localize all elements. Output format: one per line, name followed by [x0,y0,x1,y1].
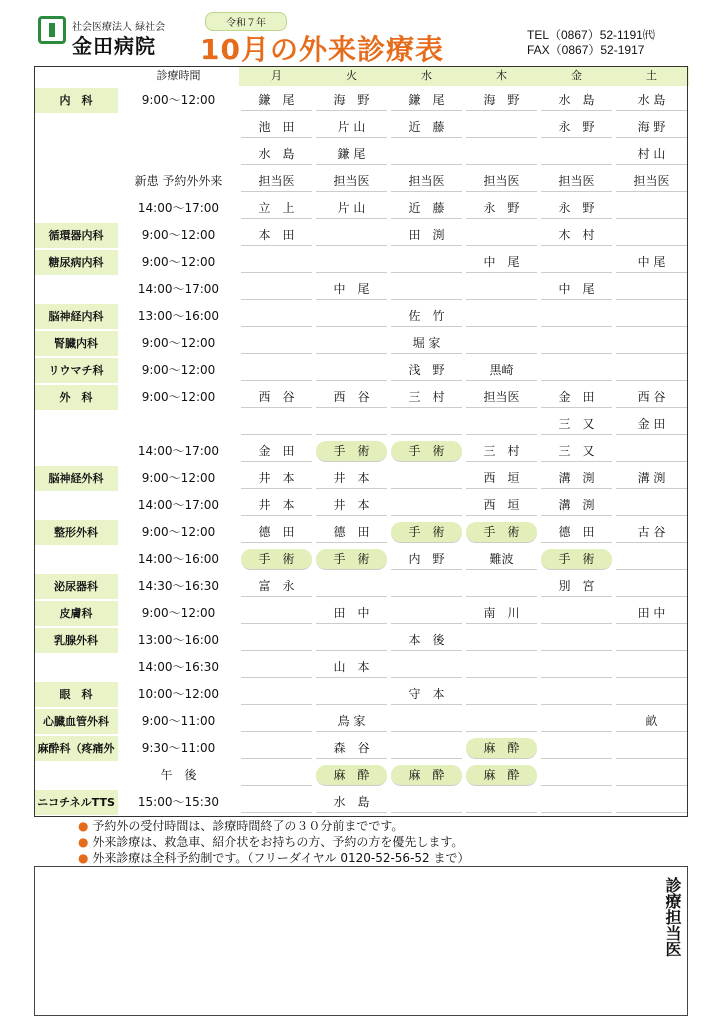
dept-label: 皮膚科 [34,601,118,626]
time-header: 診療時間 [156,69,201,82]
doctor-cell: 水 島 [541,90,612,111]
doctor-cell: 井 本 [316,495,387,516]
doctor-cell: 村 山 [616,144,687,165]
doctor-cell: 金 田 [241,441,312,462]
day-header: 水 [389,66,464,86]
doctor-cell: 担当医 [391,171,462,192]
doctor-cell: 中 尾 [616,252,687,273]
doctor-cell: 永 野 [466,198,537,219]
doctor-cell: 古 谷 [616,522,687,543]
doctor-cell: 三 村 [391,387,462,408]
doctor-cell: 西 谷 [616,387,687,408]
doctor-cell: 浅 野 [391,360,462,381]
page-title: 10月の外来診療表 [200,33,444,66]
doctor-cell: 中 尾 [541,279,612,300]
doctor-cell: 井 本 [316,468,387,489]
doctor-cell: 中 尾 [466,252,537,273]
day-header: 土 [614,66,689,86]
time-cell: 新患 予約外外来 [134,174,223,188]
dept-label: 脳神経内科 [34,304,118,329]
time-cell: 14:00〜17:00 [137,282,220,296]
time-cell: 9:00〜12:00 [141,471,216,485]
doctor-cell: 西 谷 [316,387,387,408]
doctor-cell: 麻 酔 [316,765,387,786]
org-name: 社会医療法人 緑社会 [72,22,166,33]
doctor-cell: 德 田 [241,522,312,543]
doctor-cell: 水 島 [316,792,387,813]
dept-label: 麻酔科（疼痛外 [34,736,118,761]
dept-label: 乳腺外科 [34,628,118,653]
doctor-cell: 畝 [616,711,687,732]
doctor-cell: 池 田 [241,117,312,138]
doctor-cell: 金 田 [541,387,612,408]
time-cell: 10:00〜12:00 [137,687,220,701]
doctor-cell: 手 術 [391,522,462,543]
doctor-cell: 担当医 [541,171,612,192]
doctor-cell: 水 島 [241,144,312,165]
doctor-cell: 山 本 [316,657,387,678]
time-cell: 9:00〜12:00 [141,336,216,350]
era-label: 令和７年 [205,12,287,31]
doctor-cell: 担当医 [466,171,537,192]
header [0,0,724,66]
table-border [34,66,688,817]
doctor-cell: 担当医 [241,171,312,192]
time-cell: 13:00〜16:00 [137,309,220,323]
doctor-cell: 西 垣 [466,495,537,516]
doctor-cell: 鎌 尾 [241,90,312,111]
dept-label: 腎臓内科 [34,331,118,356]
doctor-cell: 井 本 [241,495,312,516]
doctor-cell: 溝 渕 [541,468,612,489]
time-cell: 9:00〜12:00 [141,390,216,404]
time-cell: 14:00〜17:00 [137,498,220,512]
dept-label: 脳神経外科 [34,466,118,491]
dept-label: リウマチ科 [34,358,118,383]
time-cell: 午 後 [160,768,197,782]
doctor-cell: 永 野 [541,117,612,138]
doctor-cell: 海 野 [316,90,387,111]
doctor-cell: 金 田 [616,414,687,435]
doctor-cell: 南 川 [466,603,537,624]
dept-label: 整形外科 [34,520,118,545]
doctor-cell: 立 上 [241,198,312,219]
dept-label: 循環器内科 [34,223,118,248]
contact: TEL（0867）52-1191㈹ FAX（0867）52-1917 [527,28,655,57]
time-cell: 9:00〜12:00 [141,93,216,107]
doctor-cell: 德 田 [316,522,387,543]
doctor-cell: 片 山 [316,117,387,138]
doctor-cell: 手 術 [316,441,387,462]
doctor-cell: 西 垣 [466,468,537,489]
time-cell: 9:00〜12:00 [141,606,216,620]
doctor-cell: 鳥 家 [316,711,387,732]
doctor-cell: 佐 竹 [391,306,462,327]
time-cell: 9:00〜12:00 [141,363,216,377]
dept-label: 糖尿病内科 [34,250,118,275]
doctor-cell: 三 又 [541,441,612,462]
doctor-cell: 手 術 [466,522,537,543]
time-cell: 14:00〜17:00 [137,201,220,215]
doctor-cell: 別 宮 [541,576,612,597]
time-cell: 14:00〜17:00 [137,444,220,458]
hospital-name: 金田病院 [72,34,156,58]
doctor-cell: 水 島 [616,90,687,111]
dept-label: 外 科 [34,385,118,410]
doctor-cell: 田 渕 [391,225,462,246]
doctor-cell: 鎌 尾 [391,90,462,111]
doctor-cell: 井 本 [241,468,312,489]
hospital-logo [38,16,66,44]
time-cell: 9:00〜12:00 [141,525,216,539]
doctor-cell: 本 田 [241,225,312,246]
doctor-cell: 手 術 [241,549,312,570]
doctor-cell: 麻 酔 [391,765,462,786]
doctor-cell: 三 又 [541,414,612,435]
notes: ● 予約外の受付時間は、診療時間終了の３０分前までです。 ● 外来診療は、救急車、紹介状をお持ちの方、予約の方を優先します。 ● 外来診療は全科予約制です。（フリーダイヤル 0120-52-56-52 まで） [78,819,470,865]
day-header: 月 [239,66,314,86]
doctor-cell: 海 野 [616,117,687,138]
staff-title: 診療担当医 [663,877,682,957]
doctor-cell: 内 野 [391,549,462,570]
dept-label: 泌尿器科 [34,574,118,599]
doctor-cell: 担当医 [466,387,537,408]
day-header: 木 [464,66,539,86]
doctor-cell: 手 術 [316,549,387,570]
doctor-cell: 難波 [466,549,537,570]
doctor-cell: 手 術 [541,549,612,570]
staff-list [34,866,688,1016]
time-cell: 9:00〜12:00 [141,228,216,242]
doctor-cell: 西 谷 [241,387,312,408]
time-cell: 9:00〜11:00 [141,714,216,728]
schedule-table [34,66,688,814]
doctor-cell: 中 尾 [316,279,387,300]
doctor-cell: 海 野 [466,90,537,111]
day-header: 金 [539,66,614,86]
doctor-cell: 担当医 [316,171,387,192]
doctor-cell: 近 藤 [391,117,462,138]
time-cell: 15:00〜15:30 [137,795,220,809]
doctor-cell: 富 永 [241,576,312,597]
time-cell: 9:30〜11:00 [141,741,216,755]
time-cell: 14:30〜16:30 [137,579,220,593]
dept-label: 心臓血管外科 [34,709,118,734]
dept-label: 内 科 [34,88,118,113]
doctor-cell: 本 後 [391,630,462,651]
doctor-cell: 担当医 [616,171,687,192]
doctor-cell: 德 田 [541,522,612,543]
doctor-cell: 森 谷 [316,738,387,759]
doctor-cell: 永 野 [541,198,612,219]
doctor-cell: 片 山 [316,198,387,219]
doctor-cell: 木 村 [541,225,612,246]
time-cell: 14:00〜16:00 [137,552,220,566]
doctor-cell: 麻 酔 [466,738,537,759]
day-header: 火 [314,66,389,86]
dept-label: 眼 科 [34,682,118,707]
doctor-cell: 近 藤 [391,198,462,219]
time-cell: 14:00〜16:30 [137,660,220,674]
doctor-cell: 溝 渕 [616,468,687,489]
doctor-cell: 鎌 尾 [316,144,387,165]
doctor-cell: 三 村 [466,441,537,462]
doctor-cell: 田 中 [316,603,387,624]
doctor-cell: 麻 酔 [466,765,537,786]
time-cell: 13:00〜16:00 [137,633,220,647]
dept-label: ニコチネルTTS [34,790,118,815]
doctor-cell: 溝 渕 [541,495,612,516]
doctor-cell: 堀 家 [391,333,462,354]
doctor-cell: 守 本 [391,684,462,705]
doctor-cell: 田 中 [616,603,687,624]
doctor-cell: 手 術 [391,441,462,462]
doctor-cell: 黒崎 [466,360,537,381]
time-cell: 9:00〜12:00 [141,255,216,269]
